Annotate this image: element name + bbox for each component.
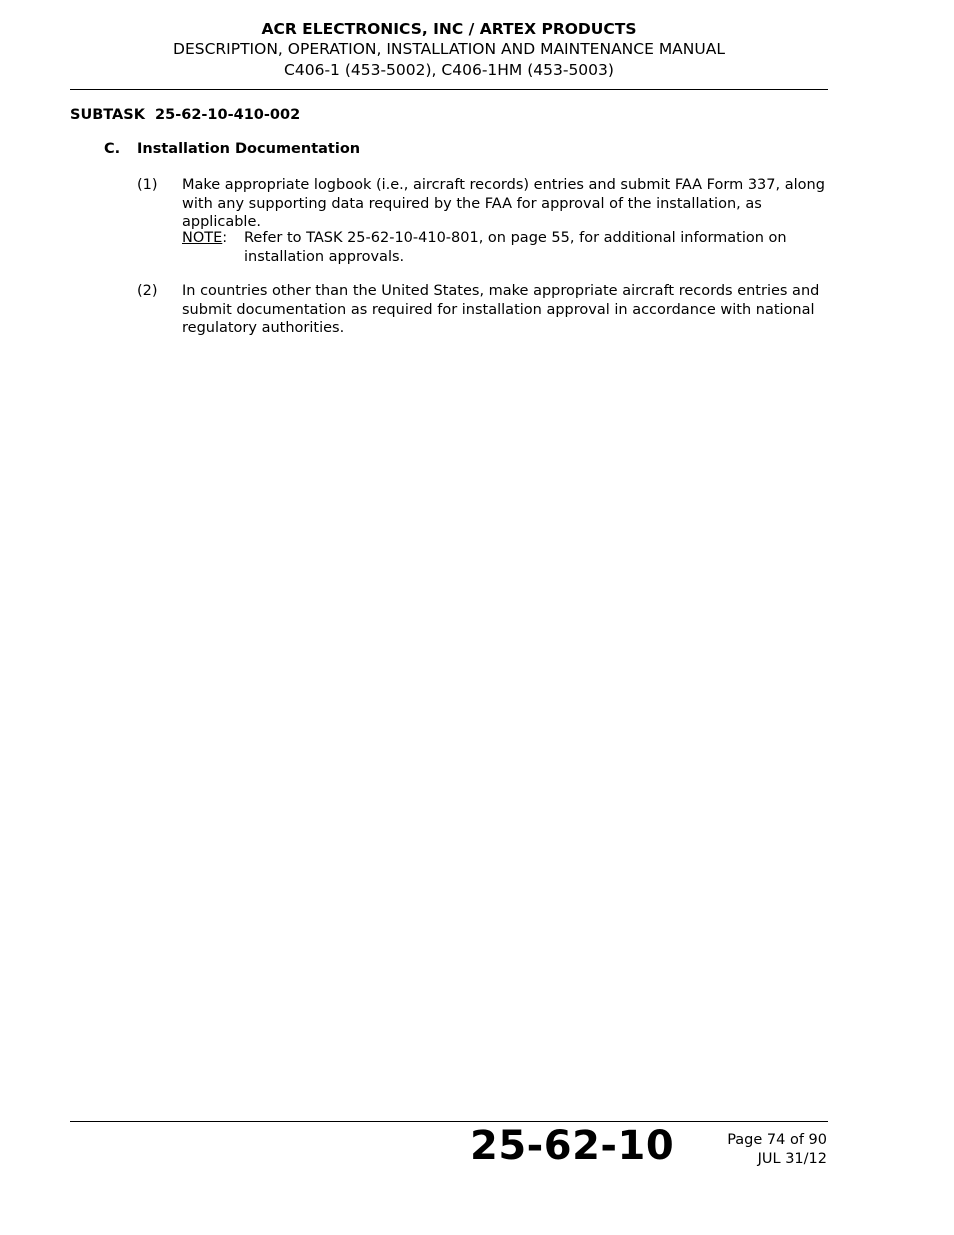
header-divider [70, 89, 828, 90]
header-company: ACR ELECTRONICS, INC / ARTEX PRODUCTS [261, 20, 637, 38]
item-1-number: (1) [137, 177, 158, 193]
header-models: C406-1 (453-5002), C406-1HM (453-5003) [284, 61, 614, 79]
footer-chapter-code: 25-62-10 [470, 1123, 675, 1169]
footer-date: JUL 31/12 [757, 1151, 827, 1167]
note-label-colon: : [222, 230, 228, 246]
item-2-text: In countries other than the United States, make appropriate aircraft records entries and submit documentation as required for installation approval in accordance with national regulatory authorities. [182, 283, 820, 336]
footer-page-number: Page 74 of 90 [727, 1132, 827, 1148]
subtask-heading: SUBTASK 25-62-10-410-002 [70, 107, 301, 123]
header-manual-title: DESCRIPTION, OPERATION, INSTALLATION AND MAINTENANCE MANUAL [173, 40, 725, 58]
note-label [182, 229, 227, 248]
section-title: Installation Documentation [137, 141, 361, 157]
note-text: Refer to TASK 25-62-10-410-801, on page 55, for additional information on installation approvals. [244, 230, 787, 265]
item-2-number: (2) [137, 283, 158, 299]
footer-divider [70, 1121, 828, 1122]
section-letter: C. [104, 141, 121, 157]
note-label-word: NOTE [182, 230, 223, 246]
item-1-text: Make appropriate logbook (i.e., aircraft records) entries and submit FAA Form 337, along with any supporting data required by the FAA for approval of the installation, as applicable. [182, 177, 825, 230]
